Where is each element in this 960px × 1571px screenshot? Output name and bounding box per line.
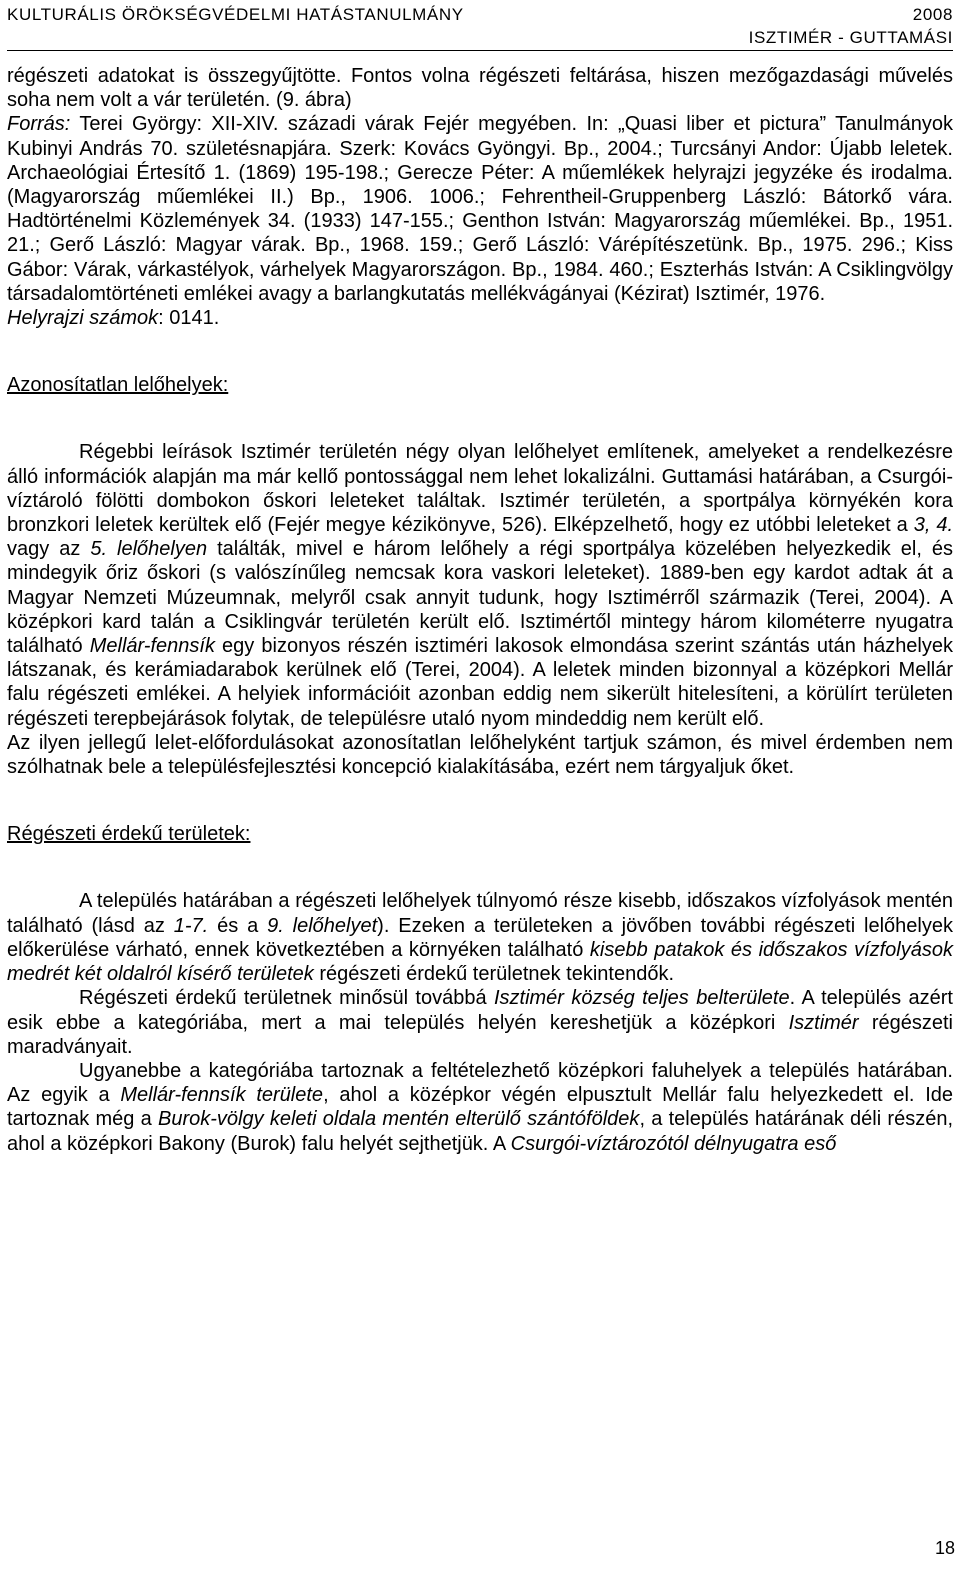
heading-unidentified: Azonosítatlan lelőhelyek: — [7, 374, 229, 397]
text-run: Isztimér — [788, 1011, 859, 1034]
unidentified-paragraph-1 — [7, 440, 953, 730]
text-run: A település határában a régészeti lelőhelyek túlnyomó része kisebb, időszakos vízfolyások mentén található (lásd az — [7, 890, 953, 937]
intro-continuation: régészeti adatokat is összegyűjtötte. Fontos volna régészeti feltárása, hiszen mezőgazdasági művelés soha nem volt a vár területén. (9. ábra) — [7, 65, 953, 112]
text-run: találták, mivel e három lelőhely a régi sportpálya közelében helyezkedik el, és mindegyik őriz őskori (s valószínűleg nemcsak kora vaskori leleteket). 1889-ben egy kardot adtak át a Magyar Nemzeti Múzeumnak, melyről csak annyit tudunk, hogy Isztimérről származik (Terei, 2004). A középkori kard talán a Csiklingvár területén került elő. Isztimértől mintegy három kilométerre nyugatra található — [7, 538, 954, 658]
interest-paragraph-3 — [7, 1059, 953, 1156]
text-run: és a — [208, 914, 268, 937]
document-title: KULTURÁLIS ÖRÖKSÉGVÉDELMI HATÁSTANULMÁNY — [7, 5, 464, 24]
document-subtitle: ISZTIMÉR - GUTTAMÁSI — [748, 28, 953, 47]
text-run: Csurgói-víztározótól délnyugatra eső — [510, 1132, 837, 1155]
text-run: egy bizonyos részén isztiméri lakosok elmondása szerint szántás után házhelyek látszanak, és kerámiadarabok kerülnek elő (Terei, 2004). A leletek minden bizonnyal a középkori Mellár falu régészeti emlékei. A helyiek információit azonban eddig nem sikerült hitelesíteni, a körülírt területen régészeti terepbejárások folytak, de településre utaló nyom mindeddig nem került elő. — [7, 635, 953, 730]
text-run: vagy az — [7, 538, 91, 561]
text-run: régészeti maradványait. — [7, 1011, 953, 1058]
text-run: , ahol a középkor végén elpusztult Mellár falu helyezkedett el. Ide tartoznak még a — [7, 1084, 953, 1131]
text-run: Régebbi leírások Isztimér területén négy olyan lelőhelyet említenek, amelyeket a rendelkezésre álló információk alapján ma már kellő pontossággal nem lehet lokalizálni. Guttamási határában, a Csurgói-víztároló fölötti dombokon őskori leleteket találtak. Isztimér területén, a sportpálya környékén kora bronzkori leletek kerültek elő (Fejér megye kézikönyve, 526). Elképzelhető, hogy ez utóbbi leleteket a — [7, 441, 953, 537]
document-year: 2008 — [912, 5, 953, 24]
text-run: ). Ezeken a területeken a jövőben további régészeti lelőhelyek előkerülése várható, ennek következtében a környéken található — [7, 914, 953, 961]
page-number: 18 — [934, 1538, 955, 1558]
text-run: régészeti érdekű területnek tekintendők. — [313, 963, 675, 986]
interest-paragraph-2 — [7, 986, 953, 1059]
text-run: kisebb patakok és időszakos vízfolyások medrét két oldalról kísérő területek — [7, 938, 953, 986]
text-run: , a település határának déli részén, ahol a középkori Bakony (Burok) falu helyét sejthetjük. A — [7, 1108, 954, 1155]
page-body — [7, 64, 953, 1156]
text-run: Ugyanebbe a kategóriába tartoznak a feltételezhető középkori faluhelyek a település határában. Az egyik a — [7, 1059, 953, 1107]
text-run: Mellár-fennsík területe — [120, 1084, 324, 1107]
unidentified-paragraph-2: Az ilyen jellegű lelet-előfordulásokat azonosítatlan lelőhelyként tartjuk számon, és mivel érdemben nem szólhatnak bele a településfejlesztési koncepció kialakításába, ezért nem tárgyaljuk őket. — [7, 731, 953, 779]
heading-interest: Régészeti érdekű területek: — [7, 823, 251, 846]
text-run: 3, 4. — [913, 514, 954, 537]
parcel-label: Helyrajzi számok — [7, 307, 159, 330]
sources-text: Terei György: XII-XIV. századi várak Fejér megyében. In: „Quasi liber et pictura” Tanulmányok Kubinyi András 70. születésnapjára. Szerk: Kovács Gyöngyi. Bp., 2004.; Turcsányi Andor: Újabb leletek. Archaeológiai Értesítő 1. (1869) 195-198.; Gerecze Péter: A műemlékek helyrajzi jegyzéke és irodalma. (Magyarország műemlékei II.) Bp., 1906. 1006.; Fehrentheil-Gruppenberg László: Bátorkő vára. Hadtörténelmi Közlemények 34. (1933) 147-155.; Genthon István: Magyarország műemlékei. Bp., 1951. 21.; Gerő László: Magyar várak. Bp., 1968. 159.; Gerő László: Várépítészetünk. Bp., 1975. 296.; Kiss Gábor: Várak, várkastélyok, várhelyek Magyarországon. Bp., 1984. 460.; Eszterhás István: A Csiklingvölgy társadalomtörténeti emlékei avagy a barlangkutatás mellékvágányai (Kézirat) Isztimér, 1976. — [7, 113, 953, 305]
page-header — [7, 0, 953, 51]
text-run: Régészeti érdekű területnek minősül továbbá — [79, 987, 494, 1010]
text-run: 5. lelőhelyen — [90, 538, 208, 561]
parcel-value: : 0141. — [158, 307, 220, 330]
text-run: . A település azért esik ebbe a kategóriába, mert a mai település helyén kereshetjük a középkori — [7, 987, 953, 1034]
interest-paragraph-1 — [7, 889, 953, 986]
text-run: Isztimér község teljes belterülete — [493, 987, 790, 1010]
text-run: 1-7. — [173, 914, 209, 937]
text-run: Mellár-fennsík — [89, 635, 215, 658]
text-run: 9. lelőhelyet — [267, 914, 378, 937]
text-run: Burok-völgy keleti oldala mentén elterülő szántóföldek — [158, 1108, 640, 1131]
intro-paragraph — [7, 64, 953, 330]
sources-label: Forrás: — [7, 113, 71, 136]
